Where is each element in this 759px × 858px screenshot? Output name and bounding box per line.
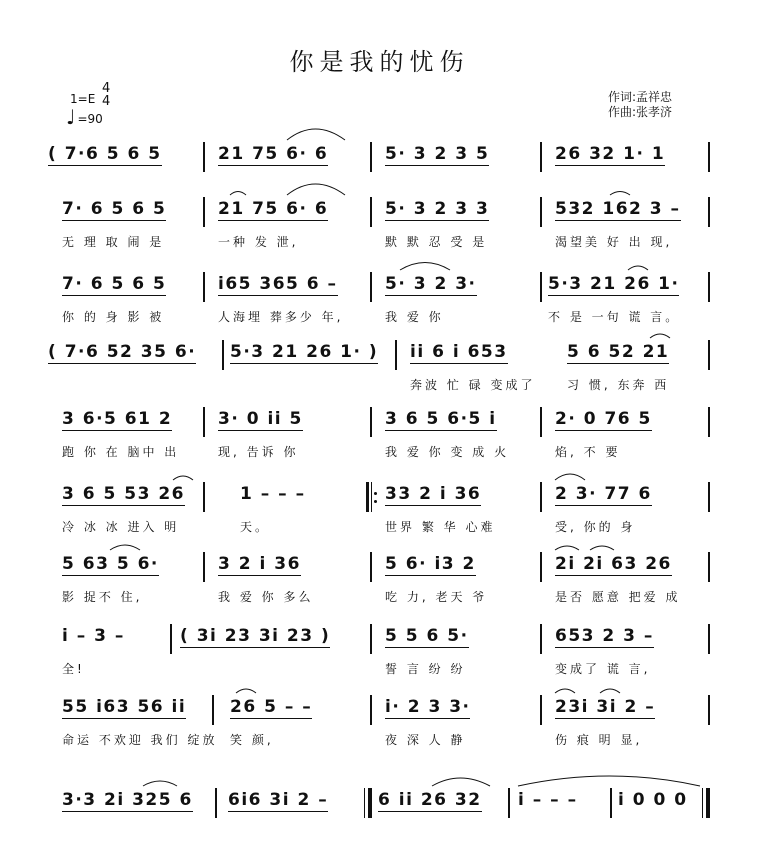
measure-notes: 5· 3 2 3 5 <box>385 144 490 164</box>
measure-notes: 532 162 3 – <box>555 199 681 219</box>
measure-lyrics: 无 理 取 闹 是 <box>62 235 165 249</box>
score-line-10 <box>0 786 759 856</box>
bar-line <box>540 407 542 437</box>
bar-line <box>708 272 710 302</box>
measure-notes: 23i 3i 2 – <box>555 697 656 717</box>
measure-notes: 5· 3 2 3· <box>385 274 477 294</box>
measure-lyrics: 习 惯, 东奔 西 <box>567 378 670 392</box>
final-bar-line <box>702 788 712 818</box>
bar-line <box>370 272 372 302</box>
repeat-end-sign <box>364 788 374 818</box>
measure-notes: 7· 6 5 6 5 <box>62 199 167 219</box>
measure-notes: 2· 0 76 5 <box>555 409 652 429</box>
measure-notes: 21 75 6· 6 <box>218 199 329 219</box>
time-signature-bottom: 4 <box>102 94 111 109</box>
measure-notes: 26 5 – – <box>230 697 313 717</box>
bar-line <box>170 624 172 654</box>
key-signature: 1=E <box>70 92 96 106</box>
measure-lyrics: 人海埋 葬多少 年, <box>218 310 344 324</box>
measure-notes: 6i6 3i 2 – <box>228 790 329 810</box>
measure-notes: i· 2 3 3· <box>385 697 471 717</box>
measure-lyrics: 焰, 不 要 <box>555 445 621 459</box>
measure-notes: 5 6 52 21 <box>567 342 670 362</box>
bar-line <box>708 695 710 725</box>
measure-notes: 6 ii 26 32 <box>378 790 482 810</box>
bar-line <box>540 272 542 302</box>
score-line-2 <box>0 195 759 265</box>
measure-lyrics: 夜 深 人 静 <box>385 733 466 747</box>
measure-notes: ( 7·6 5 6 5 <box>48 144 162 164</box>
measure-lyrics: 誓 言 纷 纷 <box>385 662 466 676</box>
lyricist-credit: 作词:孟祥忠 <box>608 90 673 104</box>
bar-line <box>708 552 710 582</box>
measure-lyrics: 我 爱 你 <box>385 310 444 324</box>
measure-lyrics: 你 的 身 影 被 <box>62 310 165 324</box>
measure-notes: ii 6 i 653 <box>410 342 508 362</box>
measure-notes: 5·3 21 26 1· ) <box>230 342 379 362</box>
score-line-5 <box>0 405 759 475</box>
bar-line <box>708 624 710 654</box>
bar-line <box>395 340 397 370</box>
bar-line <box>540 624 542 654</box>
measure-notes: 5 5 6 5· <box>385 626 469 646</box>
measure-lyrics: 我 爱 你 变 成 火 <box>385 445 510 459</box>
measure-lyrics: 一种 发 泄, <box>218 235 299 249</box>
score-line-7 <box>0 550 759 620</box>
measure-notes: 3·3 2i 325 6 <box>62 790 193 810</box>
measure-lyrics: 渴望美 好 出 现, <box>555 235 673 249</box>
measure-lyrics: 天。 <box>240 520 271 534</box>
composer-credit: 作曲:张孝济 <box>608 105 673 119</box>
bar-line <box>610 788 612 818</box>
measure-notes: 33 2 i 36 <box>385 484 482 504</box>
measure-notes: 5· 3 2 3 3 <box>385 199 490 219</box>
measure-notes: 5 6· i3 2 <box>385 554 476 574</box>
measure-lyrics: 变成了 谎 言, <box>555 662 651 676</box>
bar-line <box>708 340 710 370</box>
bar-line <box>203 197 205 227</box>
measure-notes: 3 6 5 53 26 <box>62 484 185 504</box>
bar-line <box>215 788 217 818</box>
measure-notes: i 0 0 0 <box>618 790 688 810</box>
repeat-start-sign <box>366 482 376 512</box>
measure-lyrics: 世界 繁 华 心难 <box>385 520 496 534</box>
measure-notes: 5 63 5 6· <box>62 554 159 574</box>
bar-line <box>370 552 372 582</box>
measure-lyrics: 默 默 忍 受 是 <box>385 235 488 249</box>
bar-line <box>203 272 205 302</box>
measure-notes: i – 3 – <box>62 626 125 646</box>
tempo-marking <box>66 105 103 129</box>
measure-lyrics: 笑 颜, <box>230 733 274 747</box>
bar-line <box>212 695 214 725</box>
bar-line <box>370 695 372 725</box>
score-line-9 <box>0 693 759 763</box>
measure-notes: 3 2 i 36 <box>218 554 301 574</box>
measure-notes: 21 75 6· 6 <box>218 144 329 164</box>
bar-line <box>203 407 205 437</box>
measure-lyrics: 我 爱 你 多么 <box>218 590 314 604</box>
bar-line <box>508 788 510 818</box>
time-signature <box>102 82 110 108</box>
measure-notes: 5·3 21 26 1· <box>548 274 680 294</box>
measure-lyrics: 受, 你的 身 <box>555 520 636 534</box>
measure-lyrics: 全! <box>62 662 85 676</box>
measure-notes: 3 6·5 61 2 <box>62 409 173 429</box>
bar-line <box>540 695 542 725</box>
measure-notes: 653 2 3 – <box>555 626 654 646</box>
bar-line <box>370 142 372 172</box>
measure-notes: 3 6 5 6·5 i <box>385 409 497 429</box>
measure-notes: ( 7·6 52 35 6· <box>48 342 197 362</box>
measure-notes: 2 3· 77 6 <box>555 484 652 504</box>
score-line-8 <box>0 622 759 692</box>
measure-lyrics: 是否 愿意 把爱 成 <box>555 590 681 604</box>
measure-notes: i65 365 6 – <box>218 274 338 294</box>
measure-notes: 1 – – – <box>240 484 306 504</box>
measure-lyrics: 影 捉不 住, <box>62 590 143 604</box>
bar-line <box>203 142 205 172</box>
measure-lyrics: 不 是 一句 谎 言。 <box>548 310 681 324</box>
measure-lyrics: 伤 痕 明 显, <box>555 733 643 747</box>
score-line-6 <box>0 480 759 550</box>
bar-line <box>708 142 710 172</box>
measure-lyrics: 命运 不欢迎 我们 绽放 <box>62 733 218 747</box>
bar-line <box>370 197 372 227</box>
bar-line <box>540 482 542 512</box>
bar-line <box>540 142 542 172</box>
time-signature-top: 4 <box>102 81 111 96</box>
slur <box>518 776 700 786</box>
tempo-value: =90 <box>77 112 103 126</box>
measure-lyrics: 冷 冰 冰 进入 明 <box>62 520 180 534</box>
measure-lyrics: 跑 你 在 脑中 出 <box>62 445 180 459</box>
quarter-note-icon: ♩ <box>66 105 76 129</box>
bar-line <box>540 552 542 582</box>
slur <box>287 129 345 140</box>
bar-line <box>203 552 205 582</box>
bar-line <box>222 340 224 370</box>
measure-notes: 7· 6 5 6 5 <box>62 274 167 294</box>
bar-line <box>708 482 710 512</box>
slur <box>432 778 490 786</box>
bar-line <box>203 482 205 512</box>
measure-lyrics: 吃 力, 老天 爷 <box>385 590 488 604</box>
measure-notes: 26 32 1· 1 <box>555 144 666 164</box>
measure-lyrics: 现, 告诉 你 <box>218 445 299 459</box>
measure-notes: i – – – <box>518 790 578 810</box>
bar-line <box>540 197 542 227</box>
measure-notes: 2i 2i 63 26 <box>555 554 672 574</box>
measure-notes: 55 i63 56 ii <box>62 697 187 717</box>
bar-line <box>370 407 372 437</box>
score-line-4 <box>0 338 759 408</box>
bar-line <box>708 197 710 227</box>
score-line-3 <box>0 270 759 340</box>
bar-line <box>708 407 710 437</box>
measure-notes: ( 3i 23 3i 23 ) <box>180 626 331 646</box>
bar-line <box>370 624 372 654</box>
measure-lyrics: 奔波 忙 碌 变成了 <box>410 378 536 392</box>
measure-notes: 3· 0 ii 5 <box>218 409 303 429</box>
song-title: 你是我的忧伤 <box>289 48 470 76</box>
